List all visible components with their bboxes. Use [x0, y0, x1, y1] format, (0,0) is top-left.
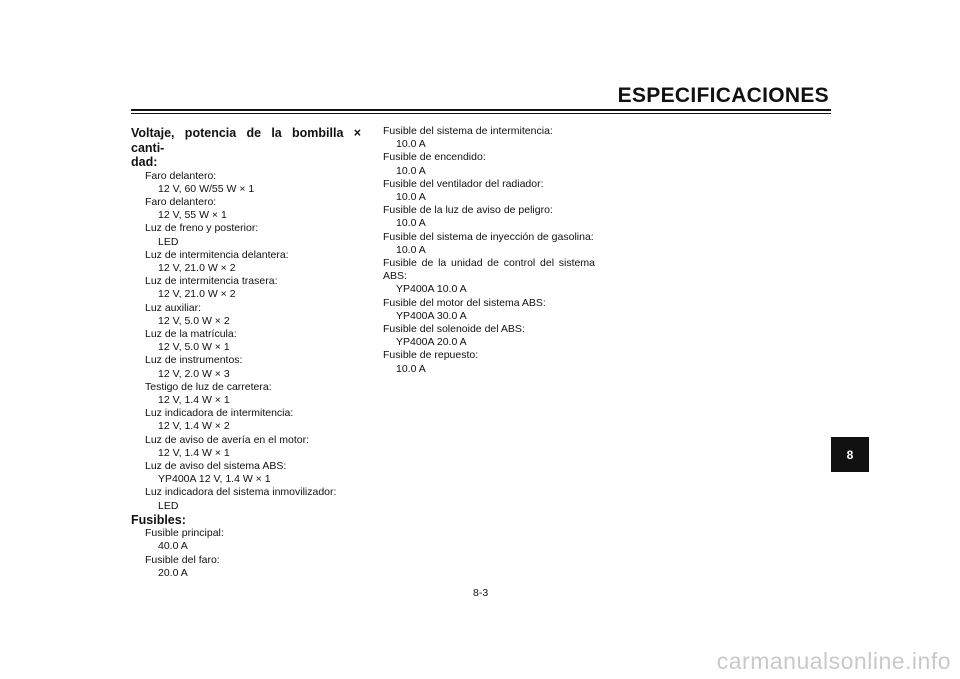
spec-label: Luz de instrumentos: [145, 354, 243, 367]
spec-value: 10.0 A [396, 362, 426, 375]
watermark-text: carmanualsonline.info [716, 648, 951, 674]
left-column [131, 126, 361, 580]
spec-value: 12 V, 1.4 W × 1 [158, 393, 230, 406]
spec-item [131, 302, 361, 328]
spec-label: Fusible del sistema de intermitencia: [383, 125, 553, 137]
spec-label: Fusible del faro: [145, 553, 220, 566]
spec-value: 10.0 A [396, 164, 426, 177]
header-rule [131, 109, 831, 114]
page-header-title: ESPECIFICACIONES [617, 84, 829, 107]
spec-label: Faro delantero: [145, 169, 217, 182]
spec-label-line1: Fusible de la unidad de control del sistema [383, 257, 595, 270]
spec-value: 12 V, 2.0 W × 3 [158, 367, 230, 380]
fuse-section-heading: Fusibles: [131, 512, 186, 527]
spec-label: Luz de aviso del sistema ABS: [145, 459, 287, 472]
spec-item [383, 178, 595, 204]
spec-value: 12 V, 55 W × 1 [158, 209, 227, 222]
spec-item [383, 323, 595, 349]
spec-item [383, 231, 595, 257]
spec-label: Luz de aviso de avería en el motor: [145, 433, 310, 446]
spec-item [131, 460, 361, 486]
spec-item [131, 170, 361, 196]
spec-label: Luz de intermitencia delantera: [145, 248, 289, 261]
spec-value: YP400A 20.0 A [396, 336, 467, 349]
spec-value: LED [158, 499, 179, 512]
spec-item [383, 297, 595, 323]
spec-item [131, 554, 361, 580]
right-column [383, 125, 595, 376]
spec-item [131, 354, 361, 380]
spec-item [131, 434, 361, 460]
spec-label: Fusible de encendido: [383, 151, 486, 164]
spec-item [131, 527, 361, 553]
chapter-tab-label: 8 [846, 447, 854, 462]
spec-item [131, 486, 361, 512]
spec-item [383, 204, 595, 230]
spec-value: YP400A 30.0 A [396, 309, 467, 322]
bulb-section-heading-line2: dad: [131, 155, 158, 169]
spec-item [131, 249, 361, 275]
spec-value: 10.0 A [396, 191, 426, 204]
spec-value: 12 V, 5.0 W × 1 [158, 341, 230, 354]
spec-label: Luz de freno y posterior: [145, 222, 259, 235]
spec-value: 12 V, 1.4 W × 1 [158, 446, 230, 459]
spec-label: Fusible principal: [145, 527, 224, 540]
spec-value: 10.0 A [396, 243, 426, 256]
spec-value: 40.0 A [158, 540, 188, 553]
spec-label: Fusible del sistema de inyección de gasolina: [383, 230, 594, 243]
spec-item [131, 381, 361, 407]
spec-label: Fusible del ventilador del radiador: [383, 177, 544, 190]
spec-value: 20.0 A [158, 566, 188, 579]
spec-item [383, 349, 595, 375]
spec-value: 12 V, 1.4 W × 2 [158, 420, 230, 433]
spec-value: 10.0 A [396, 217, 426, 230]
spec-value: YP400A 10.0 A [396, 283, 467, 296]
spec-item [131, 196, 361, 222]
chapter-tab[interactable] [831, 437, 869, 472]
spec-label: Fusible del motor del sistema ABS: [383, 296, 546, 309]
spec-label: Luz indicadora de intermitencia: [145, 407, 294, 420]
spec-value: 10.0 A [396, 138, 426, 151]
spec-label: Fusible de repuesto: [383, 349, 479, 362]
spec-label-line2: ABS: [383, 270, 407, 283]
spec-value: YP400A 12 V, 1.4 W × 1 [158, 473, 271, 486]
spec-label: Luz indicadora del sistema inmovilizador: [145, 486, 337, 499]
spec-label: Testigo de luz de carretera: [145, 380, 272, 393]
spec-item [131, 275, 361, 301]
spec-item [131, 328, 361, 354]
spec-value: LED [158, 235, 179, 248]
spec-label: Luz auxiliar: [145, 301, 202, 314]
spec-value: 12 V, 60 W/55 W × 1 [158, 182, 255, 195]
spec-item [131, 222, 361, 248]
bulb-section-heading-line1: Voltaje, potencia de la bombilla × canti- [131, 126, 361, 155]
page-number: 8-3 [473, 587, 489, 599]
spec-label: Luz de la matrícula: [145, 327, 237, 340]
spec-item [383, 257, 595, 297]
spec-value: 12 V, 21.0 W × 2 [158, 288, 236, 301]
spec-item [131, 407, 361, 433]
spec-label: Fusible del solenoide del ABS: [383, 323, 525, 336]
spec-item [383, 151, 595, 177]
spec-value: 12 V, 21.0 W × 2 [158, 261, 236, 274]
spec-label: Luz de intermitencia trasera: [145, 275, 278, 288]
spec-item [383, 125, 595, 151]
spec-label: Fusible de la luz de aviso de peligro: [383, 204, 553, 217]
spec-label: Faro delantero: [145, 195, 217, 208]
spec-value: 12 V, 5.0 W × 2 [158, 314, 230, 327]
